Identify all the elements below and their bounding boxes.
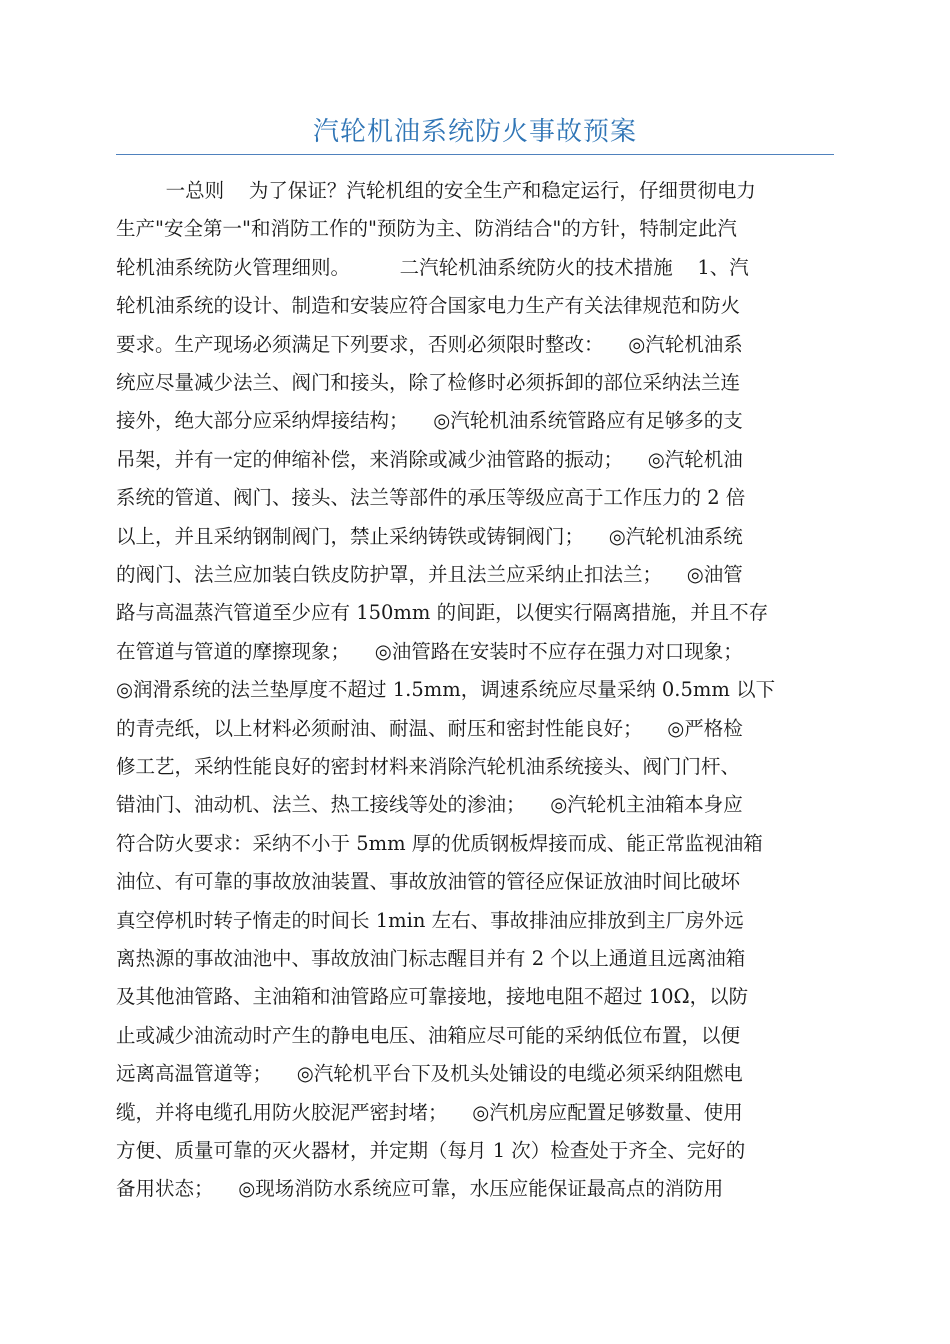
body-line: 缆，并将电缆孔用防火胶泥严密封堵； ◎汽机房应配置足够数量、使用 [116,1100,743,1124]
body-line: 生产"安全第一"和消防工作的"预防为主、防消结合"的方针，特制定此汽 [116,217,737,241]
body-line: 轮机油系统的设计、制造和安装应符合国家电力生产有关法律规范和防火 [116,294,741,318]
body-line: 一总则 为了保证？汽轮机组的安全生产和稳定运行，仔细贯彻电力 [116,179,756,202]
body-line: 以上，并且采纳钢制阀门，禁止采纳铸铁或铸铜阀门； ◎汽轮机油系统 [116,524,743,548]
body-line: 油位、有可靠的事故放油装置、事故放油管的管径应保证放油时间比破坏 [116,870,741,894]
body-line: 轮机油系统防火管理细则。 二汽轮机油系统防火的技术措施 1、汽 [116,255,749,279]
body-line: 止或减少油流动时产生的静电电压、油箱应尽可能的采纳低位布置，以便 [116,1023,741,1047]
body-line: 吊架，并有一定的伸缩补偿，来消除或减少油管路的振动； ◎汽轮机油 [116,447,743,471]
document-title: 汽轮机油系统防火事故预案 [312,117,637,147]
body-line: 离热源的事故油池中、事故放油门标志醒目并有 2 个以上通道且远离油箱 [116,947,746,970]
body-line: 的阀门、法兰应加装白铁皮防护罩，并且法兰应采纳止扣法兰； ◎油管 [116,563,743,586]
body-line: 错油门、油动机、法兰、热工接线等处的渗油； ◎汽轮机主油箱本身应 [116,793,743,817]
body-line: 系统的管道、阀门、接头、法兰等部件的承压等级应高于工作压力的 2 倍 [116,486,746,510]
body-line: 真空停机时转子惰走的时间长 1min 左右、事故排油应排放到主厂房外远 [116,908,744,932]
title-underline [116,154,834,155]
body-line: 修工艺，采纳性能良好的密封材料来消除汽轮机油系统接头、阀门门杆、 [116,755,741,778]
body-line: 符合防火要求：采纳不小于 5mm 厚的优质钢板焊接而成、能正常监视油箱 [116,831,763,855]
body-line: 的青壳纸，以上材料必须耐油、耐温、耐压和密封性能良好； ◎严格检 [116,716,743,740]
body-line: 备用状态； ◎现场消防水系统应可靠，水压应能保证最高点的消防用 [116,1177,724,1201]
body-line: 接外，绝大部分应采纳焊接结构； ◎汽轮机油系统管路应有足够多的支 [116,409,743,433]
body-line: 及其他油管路、主油箱和油管路应可靠接地，接地电阻不超过 10Ω，以防 [116,985,749,1009]
body-line: 远离高温管道等； ◎汽轮机平台下及机头处铺设的电缆必须采纳阻燃电 [116,1062,743,1086]
body-line: 路与高温蒸汽管道至少应有 150mm 的间距，以便实行隔离措施，并且不存 [116,601,769,625]
body-line: 统应尽量减少法兰、阀门和接头，除了检修时必须拆卸的部位采纳法兰连 [116,371,741,394]
body-line: 方便、质量可靠的灭火器材，并定期（每月 1 次）检查处于齐全、完好的 [116,1139,746,1162]
body-line: 要求。生产现场必须满足下列要求，否则必须限时整改： ◎汽轮机油系 [116,332,743,356]
body-line: ◎润滑系统的法兰垫厚度不超过 1.5mm，调速系统应尽量采纳 0.5mm 以下 [116,678,776,702]
body-line: 在管道与管道的摩擦现象； ◎油管路在安装时不应存在强力对口现象； [116,639,743,663]
